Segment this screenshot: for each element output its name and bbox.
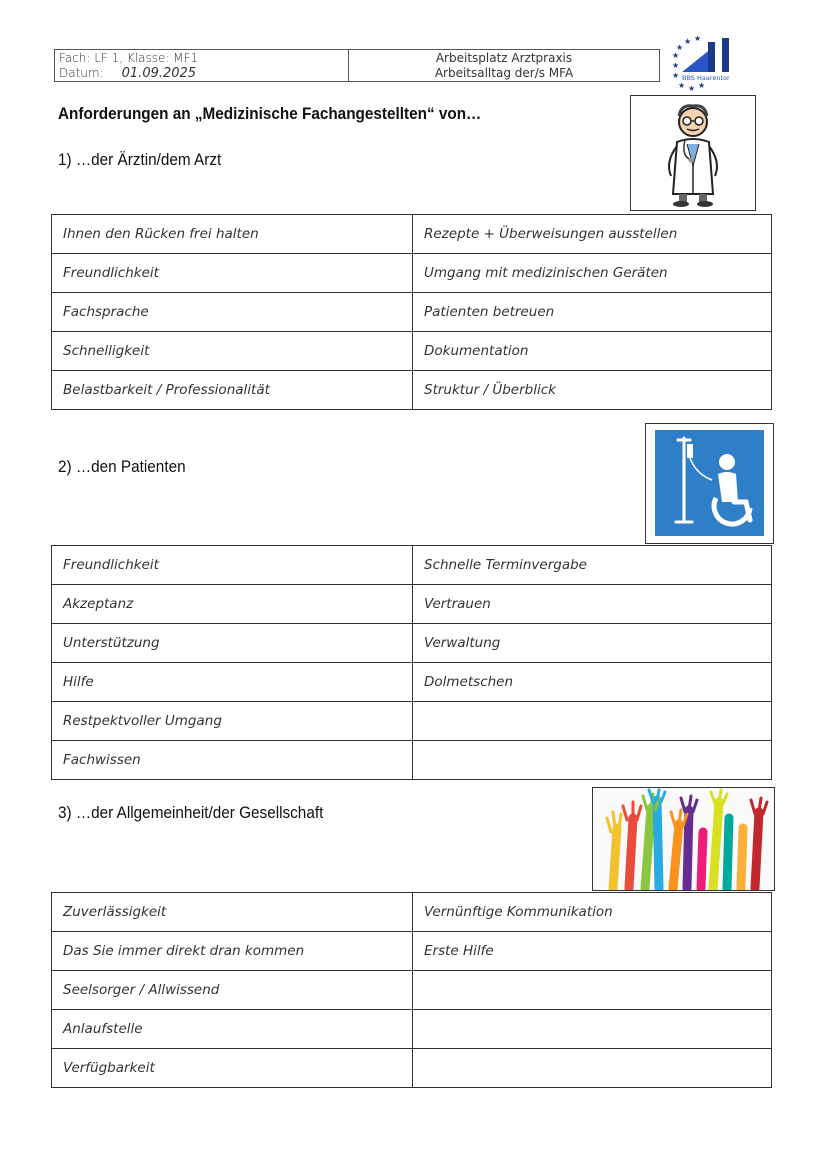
table-cell: Schnelle Terminvergabe [413, 546, 772, 585]
svg-text:★: ★ [698, 81, 706, 90]
table-cell: Anlaufstelle [52, 1010, 413, 1049]
topic-line-1: Arbeitsplatz Arztpraxis [435, 51, 573, 65]
table-cell: Ihnen den Rücken frei halten [52, 215, 413, 254]
patient-sign-image [645, 423, 774, 544]
table-row [52, 546, 772, 585]
svg-text:★: ★ [684, 37, 692, 46]
table-cell: Zuverlässigkeit [52, 893, 413, 932]
header-right-cell [349, 50, 659, 81]
table-row [52, 215, 772, 254]
date-label: Datum: [59, 66, 104, 80]
table-cell: Fachwissen [52, 741, 413, 780]
table-row [52, 663, 772, 702]
svg-text:★: ★ [694, 36, 702, 43]
section-3-heading: 3) …der Allgemeinheit/der Gesellschaft [58, 803, 324, 822]
section-2-heading: 2) …den Patienten [58, 457, 186, 476]
table-cell: Belastbarkeit / Professionalität [52, 371, 413, 410]
logo-text: BBS Haarentor [682, 74, 730, 82]
table-cell: Restpektvoller Umgang [52, 702, 413, 741]
header-left-cell [55, 50, 349, 81]
table-cell: Unterstützung [52, 624, 413, 663]
table-cell: Das Sie immer direkt dran kommen [52, 932, 413, 971]
section-1-table [51, 214, 772, 410]
table-row [52, 932, 772, 971]
date-value: 01.09.2025 [121, 66, 197, 81]
section-1-heading: 1) …der Ärztin/dem Arzt [58, 150, 222, 169]
table-cell: Struktur / Überblick [413, 371, 772, 410]
svg-text:★: ★ [678, 81, 686, 90]
date-line [59, 66, 344, 81]
table-cell [413, 1049, 772, 1088]
topic-line-2: Arbeitsalltag der/s MFA [434, 66, 574, 80]
table-cell: Verfügbarkeit [52, 1049, 413, 1088]
table-cell: Vertrauen [413, 585, 772, 624]
table-cell [413, 971, 772, 1010]
svg-text:★: ★ [676, 43, 684, 52]
table-cell: Verwaltung [413, 624, 772, 663]
school-logo [668, 36, 748, 92]
table-cell: Akzeptanz [52, 585, 413, 624]
table-cell: Rezepte + Überweisungen ausstellen [413, 215, 772, 254]
table-cell: Schnelligkeit [52, 332, 413, 371]
section-2-table [51, 545, 772, 780]
table-cell: Freundlichkeit [52, 546, 413, 585]
table-row [52, 893, 772, 932]
table-cell [413, 1010, 772, 1049]
page-title: Anforderungen an „Medizinische Fachangestellten“ von… [58, 104, 482, 123]
svg-text:★: ★ [672, 61, 680, 70]
subject-line: Fach: LF 1, Klasse: MF1 [59, 51, 199, 65]
table-cell: Umgang mit medizinischen Geräten [413, 254, 772, 293]
raised-hands-image [592, 787, 775, 891]
table-row [52, 293, 772, 332]
table-cell: Dolmetschen [413, 663, 772, 702]
table-row [52, 585, 772, 624]
table-row [52, 702, 772, 741]
table-cell: Seelsorger / Allwissend [52, 971, 413, 1010]
table-row [52, 1010, 772, 1049]
table-row [52, 971, 772, 1010]
table-row [52, 741, 772, 780]
table-cell: Patienten betreuen [413, 293, 772, 332]
section-3-table [51, 892, 772, 1088]
doctor-cartoon-image [630, 95, 756, 211]
table-row [52, 1049, 772, 1088]
table-cell: Freundlichkeit [52, 254, 413, 293]
table-cell: Dokumentation [413, 332, 772, 371]
svg-text:★: ★ [688, 84, 696, 92]
table-cell: Vernünftige Kommunikation [413, 893, 772, 932]
table-cell [413, 741, 772, 780]
table-cell: Fachsprache [52, 293, 413, 332]
table-row [52, 624, 772, 663]
table-cell: Hilfe [52, 663, 413, 702]
table-cell: Erste Hilfe [413, 932, 772, 971]
table-row [52, 332, 772, 371]
table-cell [413, 702, 772, 741]
svg-text:★: ★ [672, 71, 680, 80]
table-row [52, 254, 772, 293]
worksheet-header [54, 49, 660, 82]
table-row [52, 371, 772, 410]
svg-text:★: ★ [672, 51, 680, 60]
